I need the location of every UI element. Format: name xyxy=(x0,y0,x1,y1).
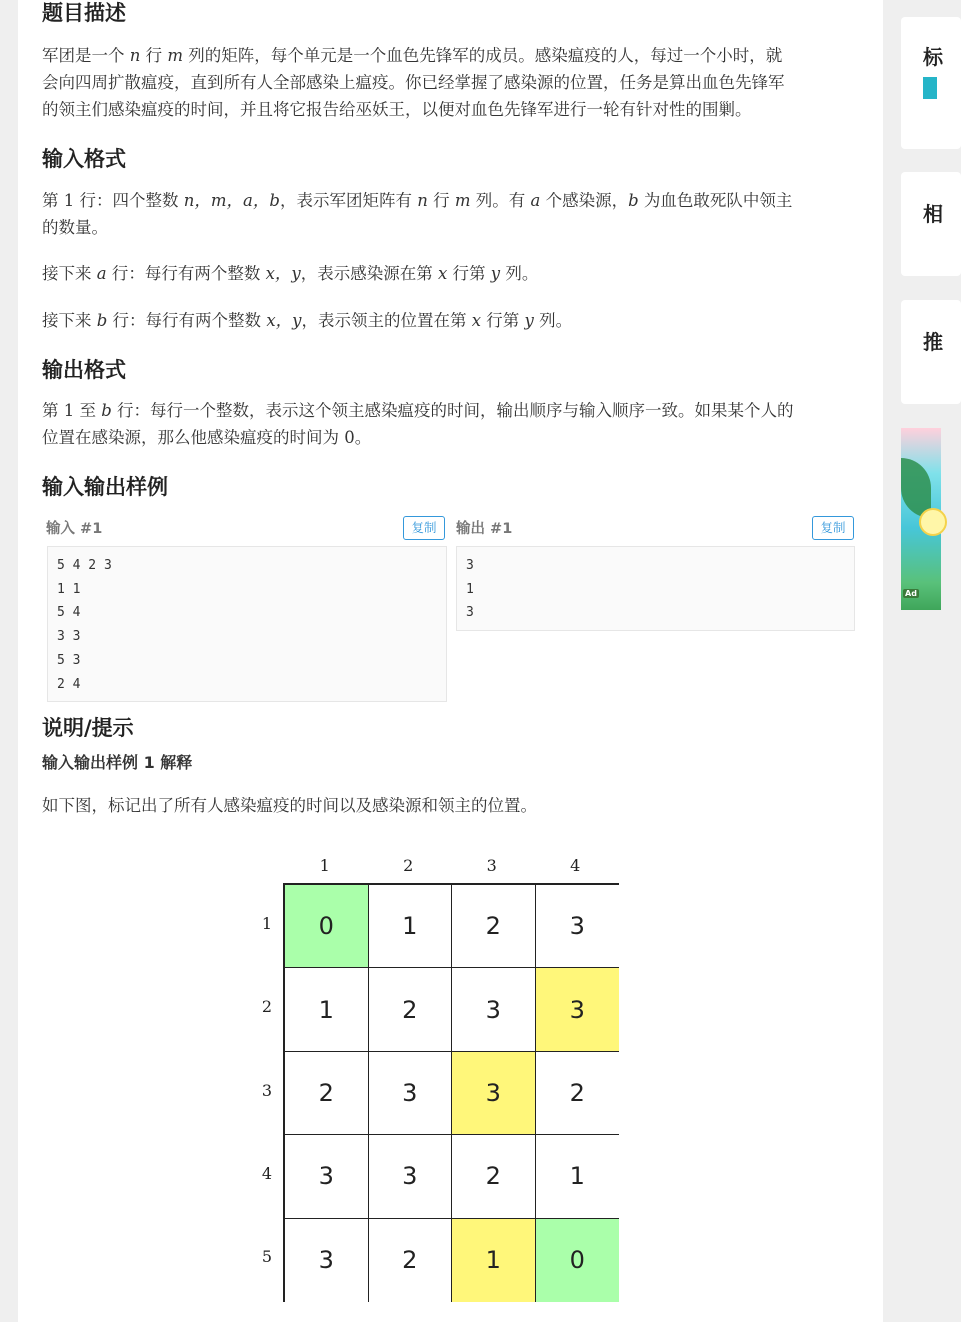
output-format-heading: 输出格式 xyxy=(42,358,126,382)
grid-cell: 2 xyxy=(369,968,453,1051)
math-vars: x，y xyxy=(265,264,301,283)
text-span: 行第 xyxy=(447,264,491,283)
hint-heading: 说明/提示 xyxy=(42,716,134,740)
sidebar-card-2-title: 相 xyxy=(923,202,943,226)
ad-banner[interactable] xyxy=(901,428,941,610)
sidebar-card-2 xyxy=(901,172,961,276)
grid-cell-lord: 1 xyxy=(452,1219,536,1302)
sample_input-line: 5 4 xyxy=(57,605,81,621)
sidebar-card-3-title: 推 xyxy=(923,330,943,354)
grid-cell-source: 0 xyxy=(285,885,369,968)
sample_input-line: 3 3 xyxy=(57,629,81,645)
math-n: n xyxy=(417,191,428,210)
column-label: 1 xyxy=(319,856,330,875)
sample_input-line: 5 4 2 3 xyxy=(57,558,112,573)
hint-text: 如下图，标记出了所有人感染瘟疫的时间以及感染源和领主的位置。 xyxy=(42,796,537,815)
grid-cell-lord: 3 xyxy=(452,1052,536,1135)
column-label: 4 xyxy=(570,856,581,875)
grid-cell: 3 xyxy=(285,1219,369,1302)
grid-cell: 3 xyxy=(369,1052,453,1135)
sample_input-line: 2 4 xyxy=(57,676,81,692)
grid-cell: 1 xyxy=(285,968,369,1051)
sample-output-box[interactable] xyxy=(456,546,855,631)
grid-cell: 2 xyxy=(452,1135,536,1218)
column-label: 3 xyxy=(486,856,497,875)
math-y: y xyxy=(524,311,534,330)
math-num: 1 xyxy=(63,401,75,420)
infection-grid xyxy=(283,883,619,1302)
grid-cell: 2 xyxy=(536,1052,620,1135)
math-x: x xyxy=(471,311,482,330)
math-b: b xyxy=(628,191,639,210)
sample-input-label: 输入 #1 xyxy=(46,521,103,537)
math-vars: x，y xyxy=(266,311,302,330)
text-span: 行 xyxy=(427,191,455,210)
text-span: 行：每行一个整数，表示这个领主感染瘟疫的时间，输出顺序与输入顺序一致。如果某个人的 xyxy=(111,401,794,420)
grid-cell: 1 xyxy=(536,1135,620,1218)
text-span: 第 xyxy=(42,191,64,210)
input-format-paragraph-2 xyxy=(42,260,858,287)
sample-output-label: 输出 #1 xyxy=(456,521,513,537)
math-y: y xyxy=(490,264,501,283)
grid-cell: 2 xyxy=(285,1052,369,1135)
math-a: a xyxy=(530,191,541,210)
grid-cell: 3 xyxy=(369,1135,453,1218)
text-span: ，表示军团矩阵有 xyxy=(279,191,418,210)
text-span: 军团是一个 xyxy=(42,46,130,65)
math-x: x xyxy=(437,264,448,283)
math-n: n xyxy=(129,46,141,65)
text-span: 列。有 xyxy=(470,191,531,210)
sample-input-box[interactable] xyxy=(47,546,447,702)
input-format-heading: 输入格式 xyxy=(42,147,126,171)
sample_input-line: 5 3 xyxy=(57,652,81,668)
math-vars: n，m，a，b xyxy=(183,191,280,210)
text-span: ，表示感染源在第 xyxy=(300,264,438,283)
grid-cell: 1 xyxy=(369,885,453,968)
text-span: 行：四个整数 xyxy=(74,191,184,210)
text-span: 行 xyxy=(140,46,168,65)
text-span: 。 xyxy=(354,428,372,447)
grid-cell: 3 xyxy=(536,885,620,968)
row-label: 5 xyxy=(261,1247,273,1267)
row-label: 3 xyxy=(261,1080,273,1100)
math-zero: 0 xyxy=(344,428,355,447)
sample_output-line: 1 xyxy=(466,581,474,597)
math-m: m xyxy=(454,191,471,210)
sidebar-card-1 xyxy=(901,17,961,149)
text-span: 接下来 xyxy=(42,264,97,283)
math-b: b xyxy=(101,401,112,420)
input-format-paragraph-3 xyxy=(42,307,858,334)
math-num: 1 xyxy=(63,191,75,210)
description-heading: 题目描述 xyxy=(42,1,126,25)
grid-cell: 2 xyxy=(369,1219,453,1302)
ad-label: Ad xyxy=(905,589,917,598)
text-span: 列。 xyxy=(500,264,539,283)
text-span: 个感染源， xyxy=(540,191,629,210)
ad-lemon-graphic xyxy=(919,508,947,536)
text-span: 会向四周扩散瘟疫，直到所有人全部感染上瘟疫。你已经掌握了感染源的位置，任务是算出血色先锋军 xyxy=(42,73,785,92)
text-span: 行：每行有两个整数 xyxy=(107,311,267,330)
math-b: b xyxy=(96,311,108,330)
text-span: 的数量。 xyxy=(42,218,108,237)
text-span: 行：每行有两个整数 xyxy=(106,264,266,283)
row-label: 2 xyxy=(261,997,273,1017)
sidebar-tag[interactable] xyxy=(923,77,937,99)
grid-cell-lord: 3 xyxy=(536,968,620,1051)
input-format-paragraph-1 xyxy=(42,187,858,241)
text-span: 列。 xyxy=(533,311,573,330)
sample_output-line: 3 xyxy=(466,558,474,573)
text-span: 接下来 xyxy=(42,311,97,330)
samples-heading: 输入输出样例 xyxy=(42,475,168,499)
grid-cell: 2 xyxy=(452,885,536,968)
text-span: 的领主们感染瘟疫的时间，并且将它报告给巫妖王，以便对血色先锋军进行一轮有针对性的围剿。 xyxy=(42,100,752,119)
output-format-paragraph xyxy=(42,397,858,451)
text-span: 为血色敢死队中领主 xyxy=(638,191,793,210)
column-label: 2 xyxy=(403,856,414,875)
text-span: 行第 xyxy=(481,311,525,330)
copy-input-button[interactable]: 复制 xyxy=(403,516,445,540)
sidebar-card-3 xyxy=(901,300,961,404)
sample_input-line: 1 1 xyxy=(57,581,81,597)
sample_output-line: 3 xyxy=(466,605,474,621)
text-span: 至 xyxy=(74,401,102,420)
text-span: 位置在感染源，那么他感染瘟疫的时间为 xyxy=(42,428,345,447)
text-span: 列的矩阵，每个单元是一个血色先锋军的成员。感染瘟疫的人，每过一个小时，就 xyxy=(183,46,783,65)
grid-cell-source: 0 xyxy=(536,1219,620,1302)
row-label: 1 xyxy=(261,913,273,933)
grid-cell: 3 xyxy=(285,1135,369,1218)
problem-card xyxy=(18,0,883,1322)
sidebar-card-1-title: 标 xyxy=(923,45,943,69)
description-paragraph xyxy=(42,42,858,123)
math-m: m xyxy=(167,46,184,65)
hint-subheading: 输入输出样例 1 解释 xyxy=(42,753,193,772)
copy-output-button[interactable]: 复制 xyxy=(812,516,854,540)
math-a: a xyxy=(96,264,107,283)
row-label: 4 xyxy=(261,1163,273,1183)
grid-cell: 3 xyxy=(452,968,536,1051)
text-span: 第 xyxy=(42,401,64,420)
text-span: ，表示领主的位置在第 xyxy=(301,311,472,330)
